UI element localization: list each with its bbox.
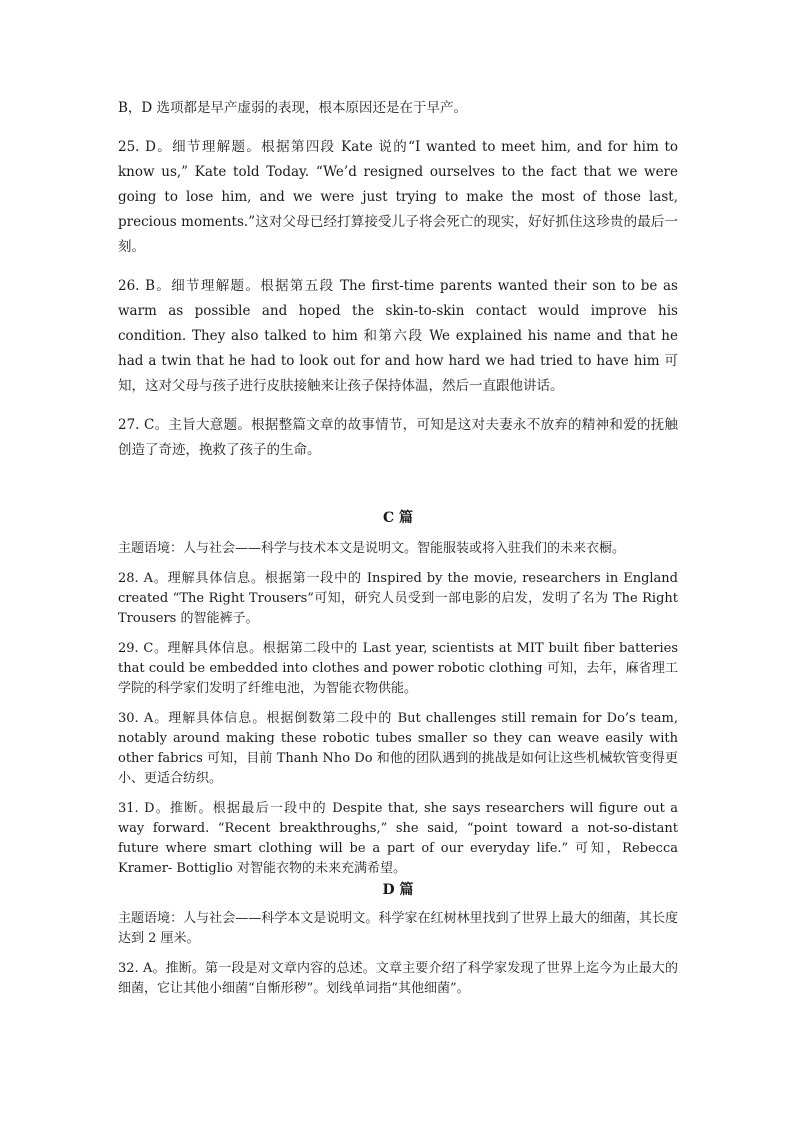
answer-explanation-26: 26. B。细节理解题。根据第五段 The first-time parents wanted their son to be as warm as possible and hoped the skin-to-skin contact would improve his condition. They also talked to him 和第六段 We explained his name and that he had a twin that he had to look out for and how hard we had tried to have him 可知，这对父母与孩子进行皮肤接触来让孩子保持体温，然后一直跟他讲话。 <box>118 278 678 394</box>
answer-explanation-28: 28. A。理解具体信息。根据第一段中的 Inspired by the movie, researchers in England created “The Right Trousers”可知，研究人员受到一部电影的启发，发明了名为 The Right Trousers 的智能裤子。 <box>118 571 678 626</box>
section-d-theme: 主题语境：人与社会——科学本文是说明文。科学家在红树林里找到了世界上最大的细菌，其长度达到 2 厘米。 <box>118 911 678 946</box>
answer-explanation-27: 27. C。主旨大意题。根据整篇文章的故事情节，可知是这对夫妻永不放弃的精神和爱的抚触创造了奇迹，挽救了孩子的生命。 <box>118 417 678 458</box>
section-spacer <box>118 463 678 507</box>
section-d-title: D 篇 <box>382 882 414 898</box>
answer-explanation-29: 29. C。理解具体信息。根据第二段中的 Last year, scientists at MIT built fiber batteries that could be embedded into clothes and power robotic clothing 可知，去年，麻省理工学院的科学家们发明了纤维电池，为智能衣物供能。 <box>118 641 678 696</box>
answer-explanation-31: 31. D。推断。根据最后一段中的 Despite that, she says researchers will figure out a way forward. “Recent breakthroughs,” she said, “point toward a not-so-distant future where smart clothing will be a part of our everyday life.” 可知，Rebecca Kramer- Bottiglio 对智能衣物的未来充满希望。 <box>118 801 678 876</box>
answer-explanation-25: 25. D。细节理解题。根据第四段 Kate 说的“I wanted to meet him, and for him to know us,” Kate told Today. “We’d resigned ourselves to the fact that we were going to lose him, and we were just trying to make the most of those last, precious moments.”这对父母已经打算接受儿子将会死亡的现实，好好抓住这珍贵的最后一刻。 <box>118 139 678 255</box>
document-page <box>118 96 678 999</box>
section-c-theme: 主题语境：人与社会——科学与技术本文是说明文。智能服装或将入驻我们的未来衣橱。 <box>118 541 626 556</box>
section-c-title: C 篇 <box>382 510 414 526</box>
answer-explanation-32: 32. A。推断。第一段是对文章内容的总述。文章主要介绍了科学家发现了世界上迄今为止最大的细菌，它让其他小细菌“自惭形秽”。划线单词指“其他细菌”。 <box>118 961 678 996</box>
answer-explanation-30: 30. A。理解具体信息。根据倒数第二段中的 But challenges still remain for Do’s team, notably around making these robotic tubes smaller so they can weave easily with other fabrics 可知，目前 Thanh Nho Do 和他的团队遇到的挑战是如何让这些机械软管变得更小、更适合纺织。 <box>118 711 678 786</box>
answer-explanation-intro: B，D 选项都是早产虚弱的表现，根本原因还是在于早产。 <box>118 100 468 116</box>
